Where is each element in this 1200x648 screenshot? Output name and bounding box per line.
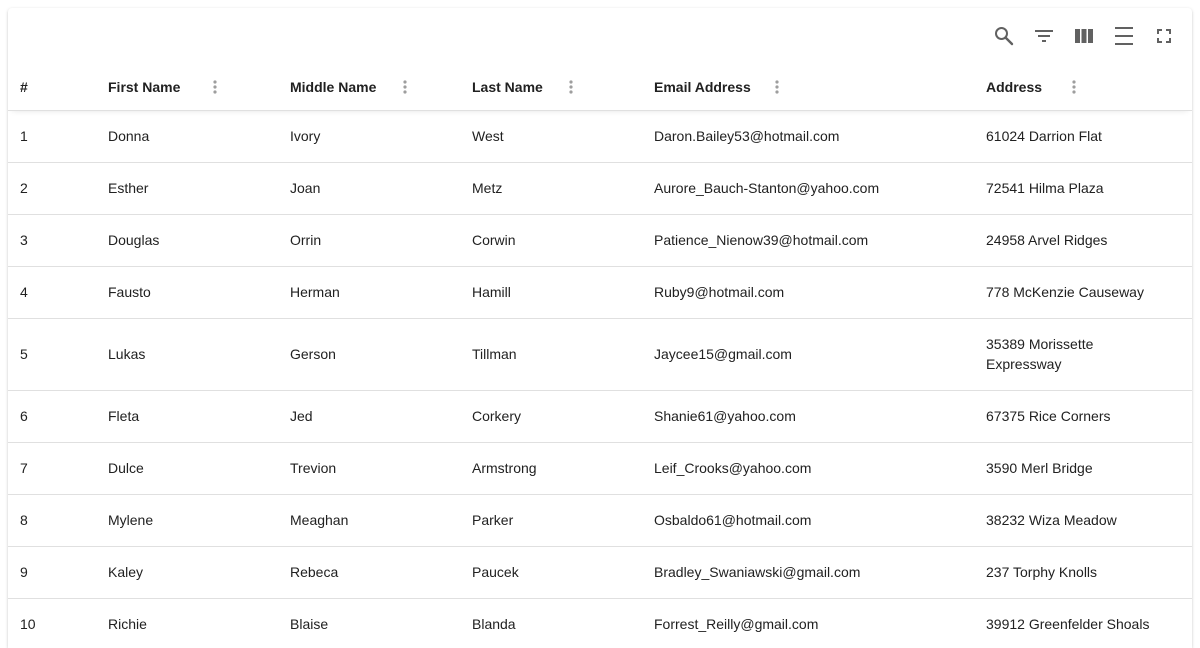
toolbar-actions	[984, 16, 1184, 56]
more-vert-icon	[203, 75, 227, 99]
cell-middle-name: Herman	[278, 266, 460, 318]
cell-last-name: West	[460, 110, 642, 162]
cell-index: 3	[8, 214, 96, 266]
cell-last-name: Blanda	[460, 598, 642, 648]
cell-middle-name: Meaghan	[278, 494, 460, 546]
table-row[interactable]	[8, 318, 1192, 390]
cell-address: 61024 Darrion Flat	[974, 110, 1192, 162]
cell-index: 9	[8, 546, 96, 598]
cell-middle-name: Gerson	[278, 318, 460, 390]
column-header-label: Last Name	[472, 78, 543, 95]
table-row[interactable]	[8, 266, 1192, 318]
table-header	[8, 64, 1192, 110]
cell-email: Bradley_Swaniawski@gmail.com	[642, 546, 974, 598]
density-icon	[1112, 24, 1136, 48]
cell-last-name: Parker	[460, 494, 642, 546]
cell-first-name: Kaley	[96, 546, 278, 598]
cell-email: Ruby9@hotmail.com	[642, 266, 974, 318]
cell-email: Osbaldo61@hotmail.com	[642, 494, 974, 546]
cell-last-name: Paucek	[460, 546, 642, 598]
cell-address: 24958 Arvel Ridges	[974, 214, 1192, 266]
cell-index: 5	[8, 318, 96, 390]
cell-address: 38232 Wiza Meadow	[974, 494, 1192, 546]
column-menu-button[interactable]	[559, 75, 583, 99]
cell-first-name: Richie	[96, 598, 278, 648]
table-toolbar	[8, 8, 1192, 64]
search-icon	[992, 24, 1016, 48]
cell-address: 67375 Rice Corners	[974, 390, 1192, 442]
cell-email: Patience_Nienow39@hotmail.com	[642, 214, 974, 266]
cell-middle-name: Blaise	[278, 598, 460, 648]
cell-email: Forrest_Reilly@gmail.com	[642, 598, 974, 648]
cell-email: Leif_Crooks@yahoo.com	[642, 442, 974, 494]
column-menu-button[interactable]	[203, 75, 227, 99]
table-row[interactable]	[8, 214, 1192, 266]
cell-email: Shanie61@yahoo.com	[642, 390, 974, 442]
cell-last-name: Tillman	[460, 318, 642, 390]
table-row[interactable]	[8, 162, 1192, 214]
table-body	[8, 110, 1192, 648]
column-header-label: First Name	[108, 78, 181, 95]
cell-last-name: Corwin	[460, 214, 642, 266]
cell-index: 6	[8, 390, 96, 442]
column-header-middle-name[interactable]	[278, 64, 460, 110]
cell-address: 39912 Greenfelder Shoals	[974, 598, 1192, 648]
more-vert-icon	[393, 75, 417, 99]
column-header-address[interactable]	[974, 64, 1192, 110]
cell-address: 778 McKenzie Causeway	[974, 266, 1192, 318]
column-menu-button[interactable]	[1062, 75, 1086, 99]
cell-middle-name: Jed	[278, 390, 460, 442]
column-header-label: Middle Name	[290, 78, 377, 95]
cell-address: 3590 Merl Bridge	[974, 442, 1192, 494]
table-row[interactable]	[8, 546, 1192, 598]
cell-first-name: Mylene	[96, 494, 278, 546]
header-row	[8, 64, 1192, 110]
more-vert-icon	[1062, 75, 1086, 99]
density-button[interactable]	[1104, 16, 1144, 56]
cell-first-name: Lukas	[96, 318, 278, 390]
cell-index: 7	[8, 442, 96, 494]
column-header-email[interactable]	[642, 64, 974, 110]
cell-middle-name: Ivory	[278, 110, 460, 162]
table-row[interactable]	[8, 598, 1192, 648]
filter-button[interactable]	[1024, 16, 1064, 56]
cell-index: 2	[8, 162, 96, 214]
cell-first-name: Douglas	[96, 214, 278, 266]
cell-index: 1	[8, 110, 96, 162]
columns-icon	[1072, 24, 1096, 48]
data-table-container	[8, 8, 1192, 648]
cell-last-name: Armstrong	[460, 442, 642, 494]
column-menu-button[interactable]	[765, 75, 789, 99]
cell-address: 72541 Hilma Plaza	[974, 162, 1192, 214]
cell-index: 10	[8, 598, 96, 648]
cell-last-name: Metz	[460, 162, 642, 214]
cell-middle-name: Trevion	[278, 442, 460, 494]
column-header-label: #	[20, 78, 28, 95]
cell-email: Jaycee15@gmail.com	[642, 318, 974, 390]
more-vert-icon	[559, 75, 583, 99]
cell-email: Aurore_Bauch-Stanton@yahoo.com	[642, 162, 974, 214]
cell-index: 8	[8, 494, 96, 546]
column-header-label: Address	[986, 78, 1043, 95]
table-row[interactable]	[8, 390, 1192, 442]
cell-first-name: Fausto	[96, 266, 278, 318]
cell-first-name: Dulce	[96, 442, 278, 494]
column-header-first-name[interactable]	[96, 64, 278, 110]
column-header-label: Email Address	[654, 78, 751, 95]
filter-icon	[1032, 24, 1056, 48]
fullscreen-icon	[1152, 24, 1176, 48]
cell-middle-name: Orrin	[278, 214, 460, 266]
search-button[interactable]	[984, 16, 1024, 56]
cell-index: 4	[8, 266, 96, 318]
column-menu-button[interactable]	[393, 75, 417, 99]
data-table	[8, 64, 1192, 648]
column-header-index[interactable]	[8, 64, 96, 110]
cell-middle-name: Rebeca	[278, 546, 460, 598]
cell-last-name: Hamill	[460, 266, 642, 318]
cell-first-name: Fleta	[96, 390, 278, 442]
cell-address: 35389 Morissette Expressway	[974, 318, 1192, 390]
columns-button[interactable]	[1064, 16, 1104, 56]
fullscreen-button[interactable]	[1144, 16, 1184, 56]
table-row[interactable]	[8, 442, 1192, 494]
cell-first-name: Donna	[96, 110, 278, 162]
column-header-last-name[interactable]	[460, 64, 642, 110]
cell-email: Daron.Bailey53@hotmail.com	[642, 110, 974, 162]
cell-address: 237 Torphy Knolls	[974, 546, 1192, 598]
more-vert-icon	[765, 75, 789, 99]
cell-first-name: Esther	[96, 162, 278, 214]
table-row[interactable]	[8, 110, 1192, 162]
cell-middle-name: Joan	[278, 162, 460, 214]
table-row[interactable]	[8, 494, 1192, 546]
cell-last-name: Corkery	[460, 390, 642, 442]
